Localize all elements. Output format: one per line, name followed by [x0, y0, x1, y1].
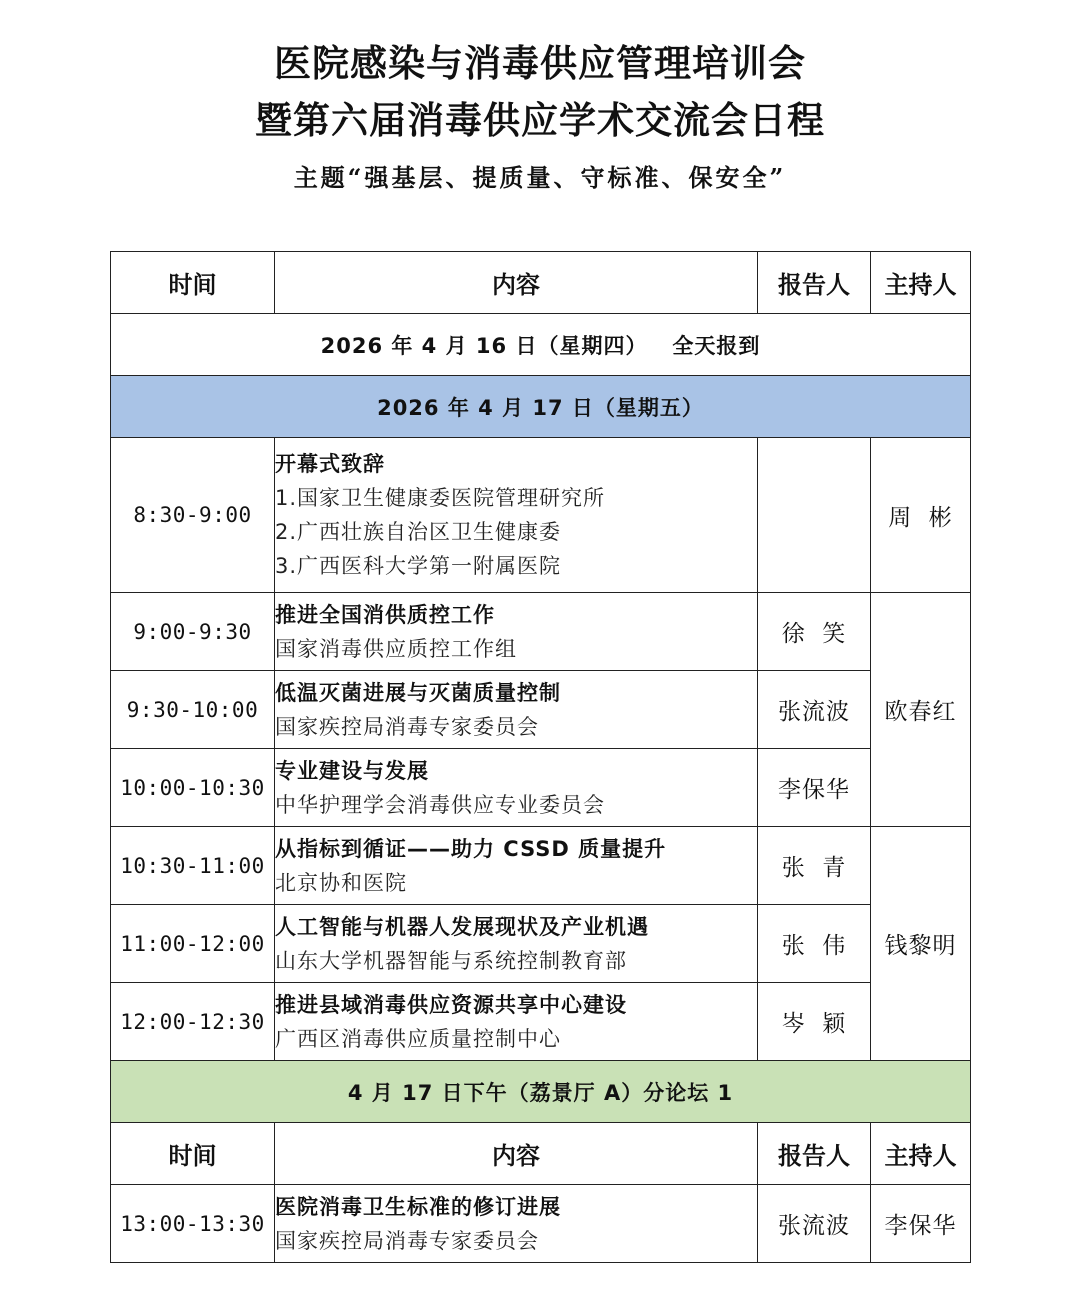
session-line: 国家疾控局消毒专家委员会 — [275, 1228, 539, 1253]
session-title: 专业建设与发展 — [275, 758, 429, 783]
table-header-row — [111, 252, 971, 314]
session-content — [275, 593, 758, 671]
header-time: 时间 — [111, 252, 275, 314]
schedule-table — [110, 251, 971, 1263]
session-title: 从指标到循证——助力 CSSD 质量提升 — [275, 836, 667, 861]
session-content — [275, 983, 758, 1061]
session-content — [275, 905, 758, 983]
session-title: 低温灭菌进展与灭菌质量控制 — [275, 680, 561, 705]
table-row — [111, 1185, 971, 1263]
header-time: 时间 — [111, 1123, 275, 1185]
session-host: 周 彬 — [871, 438, 971, 593]
session-time: 9:30-10:00 — [111, 671, 275, 749]
session-time: 9:00-9:30 — [111, 593, 275, 671]
session-line: 国家疾控局消毒专家委员会 — [275, 714, 539, 739]
session-host: 欧春红 — [871, 593, 971, 827]
session-speaker: 张流波 — [758, 671, 871, 749]
session-content — [275, 749, 758, 827]
session-line: 2.广西壮族自治区卫生健康委 — [275, 520, 562, 544]
session-line: 中华护理学会消毒供应专业委员会 — [275, 792, 605, 817]
header-speaker: 报告人 — [758, 252, 871, 314]
session-content — [275, 827, 758, 905]
session-time: 11:00-12:00 — [111, 905, 275, 983]
session-title: 医院消毒卫生标准的修订进展 — [275, 1194, 561, 1219]
session-title: 推进县域消毒供应资源共享中心建设 — [275, 992, 627, 1017]
table-row — [111, 827, 971, 905]
session-time: 10:00-10:30 — [111, 749, 275, 827]
session-speaker: 张 青 — [758, 827, 871, 905]
session-time: 8:30-9:00 — [111, 438, 275, 593]
session-speaker: 徐 笑 — [758, 593, 871, 671]
session-speaker — [758, 438, 871, 593]
day-row-registration — [111, 314, 971, 376]
session-content — [275, 438, 758, 593]
session-line: 3.广西医科大学第一附属医院 — [275, 554, 562, 578]
table-row — [111, 671, 971, 749]
session-title: 推进全国消供质控工作 — [275, 602, 495, 627]
header-host: 主持人 — [871, 1123, 971, 1185]
session-content — [275, 671, 758, 749]
session-line: 广西区消毒供应质量控制中心 — [275, 1026, 561, 1051]
day-label: 2026 年 4 月 17 日（星期五） — [111, 376, 971, 438]
table-row — [111, 905, 971, 983]
table-header-row — [111, 1123, 971, 1185]
table-row — [111, 749, 971, 827]
session-time: 10:30-11:00 — [111, 827, 275, 905]
session-line: 1.国家卫生健康委医院管理研究所 — [275, 486, 606, 510]
session-title: 人工智能与机器人发展现状及产业机遇 — [275, 914, 649, 939]
session-time: 13:00-13:30 — [111, 1185, 275, 1263]
day-row-friday — [111, 376, 971, 438]
day-label: 2026 年 4 月 16 日（星期四） 全天报到 — [111, 314, 971, 376]
session-host: 钱黎明 — [871, 827, 971, 1061]
theme-line: 主题“强基层、提质量、守标准、保安全” — [293, 163, 787, 192]
session-line: 国家消毒供应质控工作组 — [275, 636, 517, 661]
table-row — [111, 593, 971, 671]
session-speaker: 张 伟 — [758, 905, 871, 983]
header-content: 内容 — [275, 252, 758, 314]
session-speaker: 张流波 — [758, 1185, 871, 1263]
header-speaker: 报告人 — [758, 1123, 871, 1185]
table-row — [111, 438, 971, 593]
session-title: 开幕式致辞 — [275, 452, 385, 476]
header-host: 主持人 — [871, 252, 971, 314]
session-time: 12:00-12:30 — [111, 983, 275, 1061]
session-line: 山东大学机器智能与系统控制教育部 — [275, 948, 627, 973]
session-content — [275, 1185, 758, 1263]
forum-label: 4 月 17 日下午（荔景厅 A）分论坛 1 — [111, 1061, 971, 1123]
forum-row — [111, 1061, 971, 1123]
table-row — [111, 983, 971, 1061]
header-content: 内容 — [275, 1123, 758, 1185]
session-speaker: 岑 颖 — [758, 983, 871, 1061]
page-title: 医院感染与消毒供应管理培训会 — [274, 41, 806, 85]
session-host: 李保华 — [871, 1185, 971, 1263]
page-subtitle: 暨第六届消毒供应学术交流会日程 — [255, 98, 825, 142]
session-speaker: 李保华 — [758, 749, 871, 827]
session-line: 北京协和医院 — [275, 870, 407, 895]
